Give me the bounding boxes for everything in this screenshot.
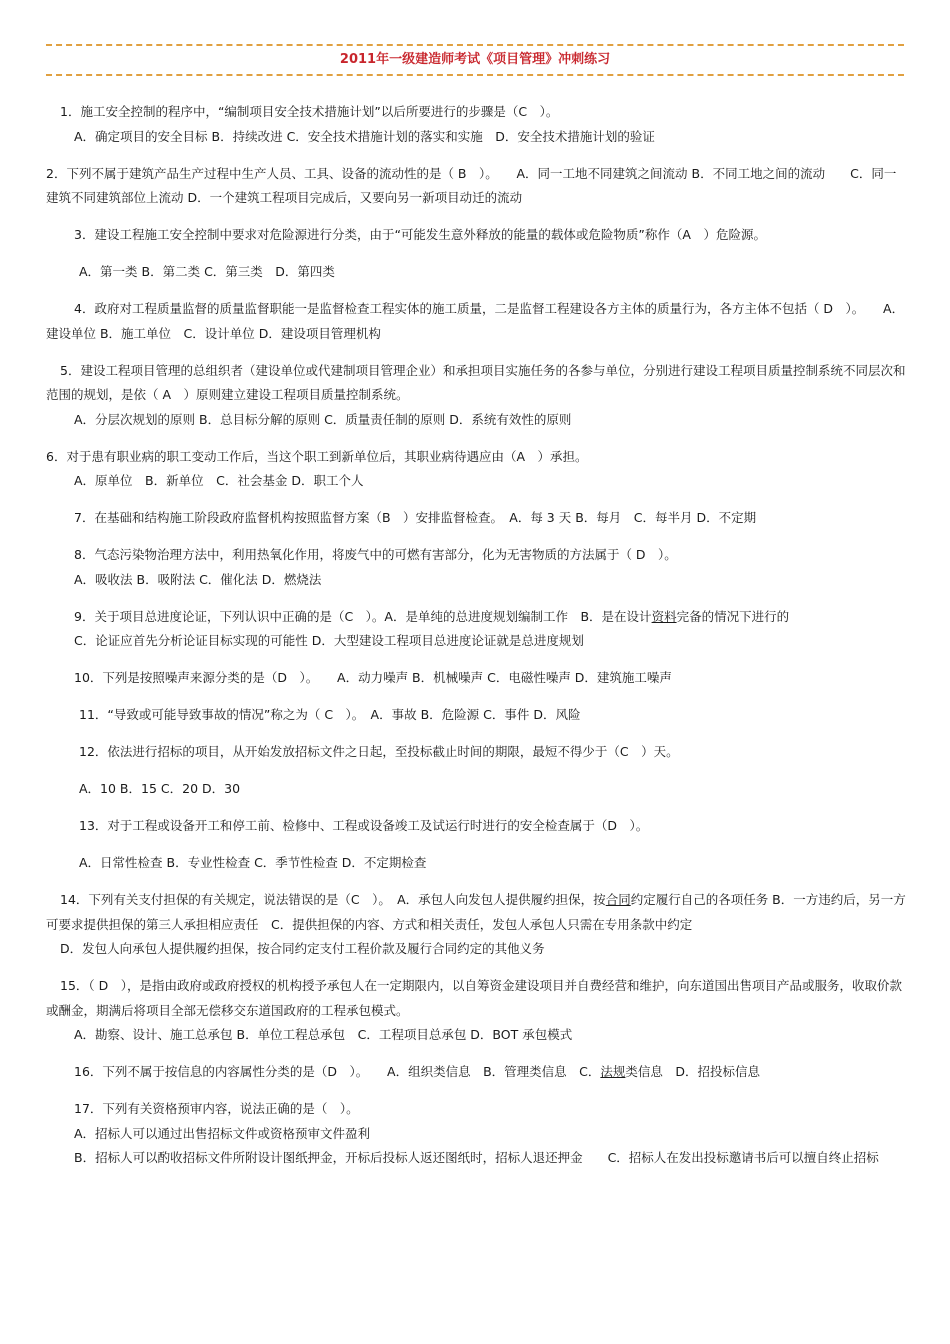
question-7 (46, 506, 906, 531)
question-6 (46, 445, 906, 494)
question-17 (46, 1097, 906, 1171)
question-stem (46, 974, 906, 1023)
question-options: A．日常性检查 B．专业性检查 C．季节性检查 D．不定期检查 (79, 855, 427, 870)
question-list (46, 100, 906, 1183)
question-8 (46, 543, 906, 592)
question-stem (46, 605, 906, 630)
question-stem: 2．下列不属于建筑产品生产过程中生产人员、工具、设备的流动性的是（ B ）。 A．同一工地不同建筑之间流动 B．不同工地之间的流动 C．同一建筑不同建筑部位上流动 D．一个建筑工程项目完成后，又要向另一新项目动迁的流动 (46, 165, 897, 205)
question-2 (46, 162, 906, 211)
question-3-options (46, 260, 906, 285)
question-options: A．第一类 B．第二类 C．第三类 D．第四类 (79, 264, 335, 279)
question-15 (46, 974, 906, 1048)
question-stem: 8．气态污染物治理方法中，利用热氧化作用，将废气中的可燃有害部分，化为无害物质的方法属于（ D ）。 (74, 547, 677, 562)
question-1 (46, 100, 906, 149)
question-stem (46, 1060, 906, 1085)
question-stem: 7．在基础和结构施工阶段政府监督机构按照监督方案（B ）安排监督检查。 A．每 3 天 B．每月 C．每半月 D．不定期 (74, 510, 757, 525)
question-text: 14．下列有关支付担保的有关规定，说法错误的是（C ）。 A．承包人向发包人提供履约担保，按 (60, 892, 606, 907)
question-10 (46, 666, 906, 691)
question-4 (46, 297, 906, 346)
question-9 (46, 605, 906, 654)
question-5 (46, 359, 906, 433)
question-13-options (46, 851, 906, 876)
question-stem: 13．对于工程或设备开工和停工前、检修中、工程或设备竣工及试运行时进行的安全检查属于（D ）。 (79, 818, 649, 833)
question-stem: 6．对于患有职业病的职工变动工作后，当这个职工到新单位后，其职业病待遇应由（A ）承担。 (46, 448, 588, 464)
question-text: 15．（ D ），是指由政府或政府授权的机构授予承包人在一定期限内，以自筹资金建设项目并自费经营和维护，向东道国出售项目产品或服务，收取价款或酬金，期满后将项目全部无偿移交东道国政府的工程承包模式。 (46, 978, 903, 1018)
question-stem (46, 297, 906, 346)
question-text: 16．下列不属于按信息的内容属性分类的是（D ）。 A．组织类信息 B．管理类信息 C． (74, 1064, 601, 1079)
question-text: 9．关于项目总进度论证，下列认识中正确的是（C ）。A．是单纯的总进度规划编制工作 B．是在设计 (74, 608, 652, 624)
page-title: 2011年一级建造师考试《项目管理》冲刺练习 (339, 52, 611, 67)
question-options: A．勘察、设计、施工总承包 B．单位工程总承包 C．工程项目总承包 D．BOT 承包模式 (74, 1027, 573, 1042)
question-text: 4．政府对工程质量监督的质量监督职能一是监督检查工程实体的施工质量，二是监督工程建设各方主体的质量行为，各方主体不包括（ D ）。 A．建设单位 B．施工单位 C．设计单位 D．建设项目管理机构 (46, 301, 905, 341)
question-13 (46, 814, 906, 839)
question-text-continued: 类信息 D．招投标信息 (625, 1064, 761, 1079)
question-16 (46, 1060, 906, 1085)
question-options: A．吸收法 B．吸附法 C．催化法 D．燃烧法 (74, 571, 322, 587)
question-stem (46, 888, 906, 937)
bottom-dashed-rule (46, 74, 904, 76)
question-stem: 17．下列有关资格预审内容，说法正确的是（ ）。 (74, 1101, 359, 1116)
question-options: A．分层次规划的原则 B．总目标分解的原则 C．质量责任制的原则 D．系统有效性的原则 (74, 411, 572, 427)
page-header (46, 44, 904, 76)
underlined-term: 合同 (605, 892, 631, 907)
question-12-options (46, 777, 906, 802)
question-stem (46, 359, 906, 408)
question-12 (46, 740, 906, 765)
question-options: A．原单位 B．新单位 C．社会基金 D．职工个人 (74, 473, 364, 488)
question-options: A．确定项目的安全目标 B．持续改进 C．安全技术措施计划的落实和实施 D．安全技术措施计划的验证 (74, 128, 655, 144)
question-options: C．论证应首先分析论证目标实现的可能性 D．大型建设工程项目总进度论证就是总进度规划 (74, 633, 584, 648)
question-11 (46, 703, 906, 728)
question-options: A．10 B．15 C．20 D．30 (79, 781, 241, 796)
question-stem: 10．下列是按照噪声来源分类的是（D ）。 A．动力噪声 B．机械噪声 C．电磁性噪声 D．建筑施工噪声 (74, 670, 672, 685)
question-3 (46, 223, 906, 248)
question-stem: 3．建设工程施工安全控制中要求对危险源进行分类，由于“可能发生意外释放的能量的载体或危险物质”称作（A ）危险源。 (74, 227, 766, 242)
question-option-d: D．发包人向承包人提供履约担保，按合同约定支付工程价款及履行合同约定的其他义务 (60, 941, 545, 956)
question-stem: 11．“导致或可能导致事故的情况”称之为（ C ）。 A．事故 B．危险源 C．事件 D．风险 (79, 707, 581, 722)
underlined-term: 资料 (651, 608, 677, 624)
question-text-continued: 约定履行自己的各项任务 B．一方违约后，另一方可要求提供担保的第三人承担相应责任 C．提供担保的内容、方式和相关责任，发包人承包人只需在专用条款中约定 (46, 892, 906, 932)
question-text-continued: 完备的情况下进行的 (676, 608, 790, 624)
question-stem: 12．依法进行招标的项目，从开始发放招标文件之日起，至投标截止时间的期限，最短不得少于（C ）天。 (79, 744, 679, 759)
question-option-bc (46, 1146, 906, 1171)
question-text: 5．建设工程项目管理的总组织者（建设单位或代建制项目管理企业）和承担项目实施任务的各参与单位，分别进行建设工程项目质量控制系统不同层次和范围的规划，是依（ A ）原则建立建设工程项目质量控制系统。 (46, 362, 906, 402)
question-stem: 1．施工安全控制的程序中，“编制项目安全技术措施计划”以后所要进行的步骤是（C ）。 (60, 104, 559, 119)
question-option-a: A．招标人可以通过出售招标文件或资格预审文件盈利 (74, 1125, 371, 1141)
question-text: B．招标人可以酌收招标文件所附设计图纸押金，开标后投标人返还图纸时，招标人退还押金 C．招标人在发出投标邀请书后可以擅自终止招标 (74, 1150, 879, 1165)
underlined-term: 法规 (600, 1064, 626, 1079)
question-14 (46, 888, 906, 962)
